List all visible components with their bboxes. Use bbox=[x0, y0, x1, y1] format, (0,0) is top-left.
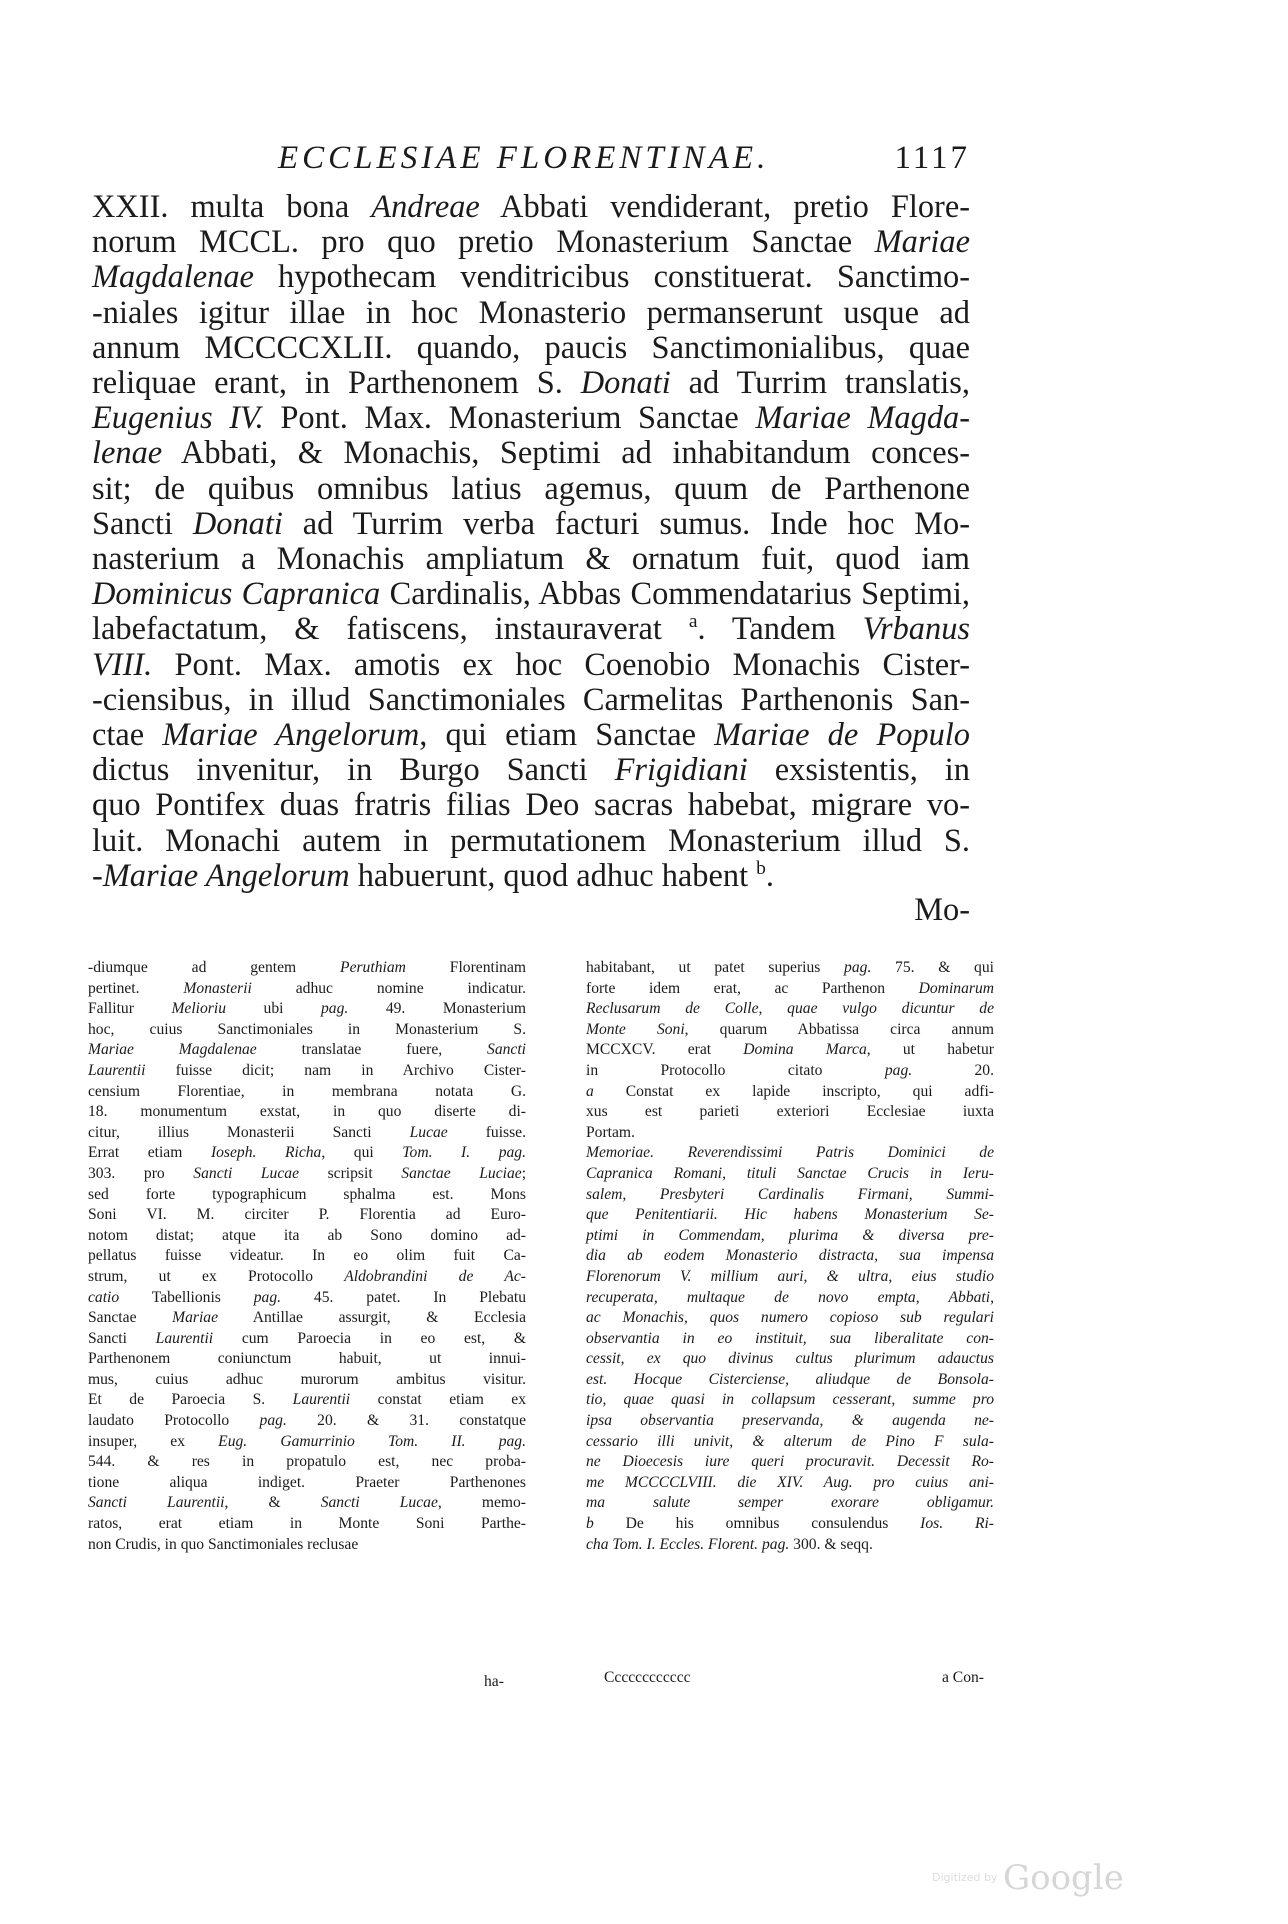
text-run: ad Turrim translatis, bbox=[670, 365, 970, 402]
footnote-line bbox=[88, 979, 526, 1000]
text-run: , memo- bbox=[437, 1494, 526, 1512]
text-run: Abbati, & Monachis, Septimi ad inhabitandum conces- bbox=[162, 435, 970, 472]
text-run: 45. patet. In Plebatu bbox=[281, 1288, 526, 1306]
footnote-line bbox=[586, 1185, 994, 1206]
footnote-line bbox=[88, 1164, 526, 1185]
text-line bbox=[92, 472, 970, 507]
footnote-line bbox=[586, 1020, 994, 1041]
footnote-line bbox=[586, 1308, 994, 1329]
text-run: norum MCCL. pro quo pretio Monasterium Sanctae bbox=[92, 224, 875, 261]
text-run: annum MCCCCXLII. quando, paucis Sanctimonialibus, quae bbox=[92, 329, 970, 366]
text-run: 300. & seqq. bbox=[789, 1535, 873, 1553]
text-run: Antillae assurgit, & Ecclesia bbox=[218, 1309, 526, 1327]
text-run: Sancti bbox=[88, 1329, 156, 1347]
italic-run: salem, Presbyteri Cardinalis Firmani, Summi- bbox=[586, 1185, 994, 1203]
text-run: Fallitur bbox=[88, 1000, 172, 1018]
footnote-line bbox=[586, 1514, 994, 1535]
italic-run: Ioseph. Richa bbox=[210, 1144, 322, 1162]
italic-run: Mariae Angelorum bbox=[162, 717, 420, 754]
signature-mark: Cccccccccccc bbox=[604, 1669, 691, 1686]
italic-run: Laurentii bbox=[292, 1391, 351, 1409]
italic-run: Melioriu bbox=[171, 1000, 227, 1018]
footnote-line bbox=[88, 1329, 526, 1350]
italic-run: Domina Marca bbox=[743, 1041, 867, 1059]
footnote-line bbox=[88, 1514, 526, 1535]
italic-run: recuperata, multaque de novo empta, Abbati, bbox=[586, 1288, 994, 1306]
text-run: 49. Monasterium bbox=[348, 1000, 526, 1018]
footnote-line bbox=[88, 1020, 526, 1041]
text-line bbox=[92, 225, 970, 260]
footnotes-left-column bbox=[88, 958, 526, 1555]
footnote-line bbox=[586, 1473, 994, 1494]
italic-run: Capranica Romani, tituli Sanctae Crucis in Ieru- bbox=[586, 1164, 994, 1182]
text-run: 75. & qui bbox=[871, 959, 994, 976]
footnote-line bbox=[586, 1102, 994, 1123]
footnote-line bbox=[88, 1082, 526, 1103]
italic-run: ptimi in Commendam, plurima & diversa pre- bbox=[586, 1226, 994, 1244]
italic-run: Peruthiam bbox=[340, 959, 406, 976]
text-line bbox=[92, 401, 970, 436]
footnote-line bbox=[88, 1390, 526, 1411]
text-line bbox=[92, 788, 970, 823]
footnote-line bbox=[88, 1040, 526, 1061]
text-run: insuper, ex bbox=[88, 1432, 219, 1450]
text-run: in Protocollo citato bbox=[586, 1061, 885, 1079]
text-run: Sancti bbox=[92, 505, 193, 542]
footnote-line bbox=[88, 1246, 526, 1267]
text-run: , & bbox=[224, 1494, 321, 1512]
italic-run: Mariae Magda- bbox=[755, 400, 971, 437]
text-run: tione aliqua indiget. Praeter Parthenones bbox=[88, 1473, 526, 1491]
footnote-line bbox=[586, 958, 994, 979]
footnote-line bbox=[88, 1411, 526, 1432]
footnote-line bbox=[586, 1040, 994, 1061]
italic-run: Monte Soni bbox=[586, 1020, 685, 1038]
text-run: censium Florentiae, in membrana notata G. bbox=[88, 1082, 526, 1100]
italic-run: Donati bbox=[580, 365, 671, 402]
italic-run: Memoriae. Reverendissimi Patris Dominici de bbox=[586, 1144, 994, 1162]
footnote-line bbox=[586, 1535, 994, 1556]
italic-run: Laurentii bbox=[155, 1329, 214, 1347]
text-run: Sanctae bbox=[88, 1309, 173, 1327]
italic-run: tio, quae quasi in collapsum cesserant, summe pro bbox=[586, 1391, 994, 1409]
italic-run: catio bbox=[88, 1288, 120, 1306]
italic-run: Sancti bbox=[487, 1041, 527, 1059]
italic-run: pag. bbox=[844, 959, 872, 976]
text-line bbox=[92, 507, 970, 542]
text-line bbox=[92, 542, 970, 577]
footnote-line bbox=[586, 1205, 994, 1226]
footnote-line bbox=[586, 1267, 994, 1288]
italic-run: est. Hocque Cisterciense, aliudque de Bonsola- bbox=[586, 1370, 994, 1388]
signature-row bbox=[604, 1669, 984, 1691]
italic-run: Magdalenae bbox=[92, 259, 254, 296]
italic-run: Donati bbox=[192, 505, 283, 542]
main-text-block bbox=[92, 190, 970, 894]
italic-run: cessit, ex quo divinus cultus plurimum adauctus bbox=[586, 1350, 994, 1368]
text-run: labefactatum, & fatiscens, instauraverat bbox=[92, 611, 689, 648]
text-run: strum, ut ex Protocollo bbox=[88, 1267, 345, 1285]
text-run: nasterium a Monachis ampliatum & ornatum fuit, quod iam bbox=[92, 541, 970, 578]
text-run: ad Turrim verba facturi sumus. Inde hoc Mo- bbox=[282, 505, 970, 542]
italic-run: Sanctae Luciae bbox=[401, 1164, 522, 1182]
italic-run: Tom. I. pag. bbox=[402, 1144, 526, 1162]
italic-run: ma salute semper exorare obligamur. bbox=[586, 1494, 994, 1512]
text-run: sit; de quibus omnibus latius agemus, quum de Parthenone bbox=[92, 470, 970, 507]
text-run: . Tandem bbox=[697, 611, 863, 648]
text-run: adhuc nomine indicatur. bbox=[251, 979, 526, 997]
text-run: Constat ex lapide inscripto, qui adfi- bbox=[593, 1082, 994, 1100]
footnote-marker: b bbox=[756, 858, 766, 880]
text-line bbox=[92, 824, 970, 859]
italic-run: cha Tom. I. Eccles. Florent. pag. bbox=[586, 1535, 790, 1553]
footnote-line bbox=[88, 999, 526, 1020]
italic-run: Andreae bbox=[371, 189, 480, 225]
text-run: luit. Monachi autem in permutationem Monasterium illud S. bbox=[92, 822, 970, 859]
footnote-line bbox=[586, 1288, 994, 1309]
footnote-line bbox=[88, 1452, 526, 1473]
italic-run: Eug. Gamurrinio Tom. II. pag. bbox=[218, 1432, 526, 1450]
text-run: , qui etiam Sanctae bbox=[419, 717, 715, 754]
text-run: Florentinam bbox=[405, 959, 527, 976]
text-run: Soni VI. M. circiter P. Florentia ad Euro- bbox=[88, 1206, 526, 1224]
footnote-line bbox=[88, 1123, 526, 1144]
text-run: mus, cuius adhuc murorum ambitus visitur. bbox=[88, 1370, 526, 1388]
italic-run: Sancti Lucae bbox=[320, 1494, 438, 1512]
text-run: Abbati vendiderant, pretio Flore- bbox=[479, 189, 970, 225]
watermark-logo: Google bbox=[1002, 1858, 1124, 1898]
footnote-line bbox=[586, 1329, 994, 1350]
text-line bbox=[92, 753, 970, 788]
italic-run: me MCCCCLVIII. die XIV. Aug. pro cuius ani- bbox=[586, 1473, 994, 1491]
footnote-line bbox=[586, 1164, 994, 1185]
text-run: reliquae erant, in Parthenonem S. bbox=[92, 365, 581, 402]
text-line bbox=[92, 331, 970, 366]
text-run: fuisse dicit; nam in Archivo Cister- bbox=[145, 1061, 526, 1079]
footnote-line bbox=[586, 1452, 994, 1473]
text-run: sed forte typographicum sphalma est. Mons bbox=[88, 1185, 526, 1203]
text-line bbox=[92, 577, 970, 612]
running-title: ECCLESIAE FLORENTINAE. bbox=[278, 140, 770, 176]
text-run: ctae bbox=[92, 717, 163, 754]
italic-run: que Penitentiarii. Hic habens Monasterium Se- bbox=[586, 1206, 994, 1224]
text-run: Cardinalis, Abbas Commendatarius Septimi, bbox=[380, 576, 970, 613]
text-run: Pont. Max. Monasterium Sanctae bbox=[263, 400, 756, 437]
text-line bbox=[92, 436, 970, 471]
footnotes-right-column bbox=[586, 958, 994, 1555]
italic-run: cessario illi univit, & alterum de Pino F sula- bbox=[586, 1432, 994, 1450]
footnote-line bbox=[586, 1123, 994, 1144]
italic-run: Laurentii bbox=[88, 1061, 146, 1079]
footnote-line bbox=[88, 1308, 526, 1329]
italic-run: Lucae bbox=[409, 1123, 448, 1141]
footnote-line bbox=[586, 1143, 994, 1164]
text-run: Errat etiam bbox=[88, 1144, 211, 1162]
italic-run: VIII. bbox=[92, 646, 153, 683]
text-run: habuerunt, quod adhuc habent bbox=[349, 857, 757, 894]
footnote-line bbox=[88, 1205, 526, 1226]
text-run: -niales igitur illae in hoc Monasterio permanserunt usque ad bbox=[92, 294, 970, 331]
text-run: Et de Paroecia S. bbox=[88, 1391, 293, 1409]
text-run: Parthenonem coniunctum habuit, ut innui- bbox=[88, 1350, 526, 1368]
italic-run: Sancti Laurentii bbox=[88, 1494, 225, 1512]
digitization-watermark bbox=[932, 1858, 1124, 1898]
text-line bbox=[92, 683, 970, 718]
footnote-line bbox=[586, 999, 994, 1020]
footnote-line bbox=[88, 1288, 526, 1309]
text-line bbox=[92, 260, 970, 295]
text-run: laudato Protocollo bbox=[88, 1412, 260, 1430]
italic-run: Mariae bbox=[172, 1309, 218, 1327]
italic-run: Monasterii bbox=[183, 979, 252, 997]
text-run: XXII. multa bona bbox=[92, 189, 372, 225]
text-line bbox=[92, 190, 970, 225]
text-run: hoc, cuius Sanctimoniales in Monasterium S. bbox=[88, 1020, 526, 1038]
text-run: Tabellionis bbox=[119, 1288, 254, 1306]
text-run: -diumque ad gentem bbox=[88, 959, 341, 976]
footnote-catchword-right: a Con- bbox=[941, 1669, 984, 1686]
page-number: 1117 bbox=[894, 140, 970, 176]
italic-run: Dominicus Capranica bbox=[92, 576, 381, 613]
text-run: ratos, erat etiam in Monte Soni Parthe- bbox=[88, 1515, 526, 1533]
footnote-line bbox=[586, 1411, 994, 1432]
italic-run: b bbox=[586, 1515, 594, 1533]
text-run: cum Paroecia in eo est, & bbox=[213, 1329, 526, 1347]
text-line bbox=[92, 296, 970, 331]
text-run: 303. pro bbox=[88, 1164, 194, 1182]
italic-run: pag. bbox=[253, 1288, 282, 1306]
italic-run: Mariae Magdalenae bbox=[88, 1041, 257, 1059]
footnote-marker: a bbox=[688, 611, 698, 633]
text-run: , quarum Abbatissa circa annum bbox=[684, 1020, 994, 1038]
text-run: MCCXCV. erat bbox=[586, 1041, 744, 1059]
footnote-line bbox=[88, 1432, 526, 1453]
footnote-line bbox=[586, 1432, 994, 1453]
footnote-line bbox=[586, 1390, 994, 1411]
text-run: scripsit bbox=[299, 1164, 402, 1182]
footnote-line bbox=[586, 1082, 994, 1103]
text-run: dictus invenitur, in Burgo Sancti bbox=[92, 752, 615, 789]
text-run: Portam. bbox=[586, 1123, 635, 1141]
watermark-prefix: Digitized by bbox=[932, 1871, 998, 1884]
text-run: -ciensibus, in illud Sanctimoniales Carmelitas Parthenonis San- bbox=[92, 681, 970, 718]
text-run: 20. bbox=[912, 1061, 994, 1079]
italic-run: pag. bbox=[884, 1061, 913, 1079]
text-line bbox=[92, 612, 970, 647]
footnote-line bbox=[586, 1246, 994, 1267]
italic-run: Eugenius IV. bbox=[92, 400, 264, 437]
text-run: 18. monumentum exstat, in quo diserte di- bbox=[88, 1103, 526, 1121]
italic-run: Florenorum V. millium auri, & ultra, eius studio bbox=[586, 1267, 994, 1285]
italic-run: Vrbanus bbox=[862, 611, 970, 648]
italic-run: Frigidiani bbox=[614, 752, 748, 789]
footnote-line bbox=[586, 1349, 994, 1370]
footnote-line bbox=[586, 1061, 994, 1082]
text-run: notom distat; atque ita ab Sono domino ad- bbox=[88, 1226, 526, 1244]
italic-run: pag. bbox=[259, 1412, 287, 1430]
text-run: . bbox=[765, 857, 774, 894]
footnote-line bbox=[88, 1061, 526, 1082]
text-run: quo Pontifex duas fratris filias Deo sacras habebat, migrare vo- bbox=[92, 787, 970, 824]
text-run: constat etiam ex bbox=[350, 1391, 526, 1409]
text-run: ; bbox=[521, 1164, 527, 1182]
footnote-line bbox=[88, 1267, 526, 1288]
text-run: Pont. Max. amotis ex hoc Coenobio Monachis Cister- bbox=[152, 646, 970, 683]
italic-run: Ios. Ri- bbox=[920, 1515, 994, 1533]
running-head bbox=[90, 140, 970, 186]
text-run: pellatus fuisse videatur. In eo olim fuit Ca- bbox=[88, 1247, 526, 1265]
text-run: hypothecam venditricibus constituerat. Sanctimo- bbox=[253, 259, 970, 296]
footnote-catchword-left: ha- bbox=[484, 1673, 504, 1690]
text-run: citur, illius Monasterii Sancti bbox=[88, 1123, 410, 1141]
text-run: fuisse. bbox=[447, 1123, 526, 1141]
footnote-line bbox=[586, 979, 994, 1000]
footnote-line bbox=[88, 1473, 526, 1494]
text-line bbox=[92, 718, 970, 753]
italic-run: Reclusarum de Colle, quae vulgo dicuntur de bbox=[586, 1000, 994, 1018]
footnote-line bbox=[88, 1370, 526, 1391]
italic-run: ipsa observantia preservanda, & augenda ne- bbox=[586, 1412, 994, 1430]
text-run: non Crudis, in quo Sanctimoniales reclusae bbox=[88, 1535, 359, 1553]
text-run: exsistentis, in bbox=[747, 752, 970, 789]
text-run: xus est parieti exteriori Ecclesiae iuxta bbox=[586, 1103, 994, 1121]
italic-run: Sancti Lucae bbox=[193, 1164, 299, 1182]
italic-run: dia ab eodem Monasterio distracta, sua impensa bbox=[586, 1247, 994, 1265]
footnote-line bbox=[586, 1493, 994, 1514]
text-run: ubi bbox=[226, 1000, 321, 1018]
catchword: Mo- bbox=[914, 892, 970, 928]
text-run: 544. & res in propatulo est, nec proba- bbox=[88, 1453, 526, 1471]
footnote-line bbox=[88, 1143, 526, 1164]
footnote-line bbox=[586, 1226, 994, 1247]
text-run: pertinet. bbox=[88, 979, 184, 997]
text-run: , ut habetur bbox=[866, 1041, 994, 1059]
text-line bbox=[92, 859, 970, 894]
footnote-line bbox=[88, 1102, 526, 1123]
footnote-line bbox=[88, 1185, 526, 1206]
text-line bbox=[92, 648, 970, 683]
footnote-line bbox=[88, 1493, 526, 1514]
italic-run: lenae bbox=[92, 435, 163, 472]
italic-run: pag. bbox=[321, 1000, 349, 1018]
italic-run: ne Dioecesis iure queri procuravit. Decessit Ro- bbox=[586, 1453, 994, 1471]
footnote-line bbox=[88, 958, 526, 979]
italic-run: Mariae Angelorum bbox=[102, 857, 350, 894]
italic-run: Mariae de Populo bbox=[714, 717, 971, 754]
italic-run: Mariae bbox=[874, 224, 970, 261]
text-run: De his omnibus consulendus bbox=[593, 1515, 921, 1533]
text-run: habitabant, ut patet superius bbox=[586, 959, 845, 976]
italic-run: ac Monachis, quos numero copioso sub regulari bbox=[586, 1309, 994, 1327]
text-run: 20. & 31. constatque bbox=[286, 1412, 526, 1430]
italic-run: a bbox=[586, 1082, 594, 1100]
italic-run: Aldobrandini de Ac- bbox=[344, 1267, 526, 1285]
text-run: , qui bbox=[321, 1144, 403, 1162]
footnote-line bbox=[88, 1349, 526, 1370]
text-run: - bbox=[92, 857, 103, 894]
text-run: translatae fuere, bbox=[256, 1041, 488, 1059]
footnote-line bbox=[88, 1226, 526, 1247]
text-line bbox=[92, 366, 970, 401]
footnote-line bbox=[586, 1370, 994, 1391]
footnote-line bbox=[88, 1535, 526, 1556]
text-run: forte idem erat, ac Parthenon bbox=[586, 979, 919, 997]
italic-run: observantia in eo instituit, sua liberalitate con- bbox=[586, 1329, 994, 1347]
italic-run: Dominarum bbox=[918, 979, 994, 997]
